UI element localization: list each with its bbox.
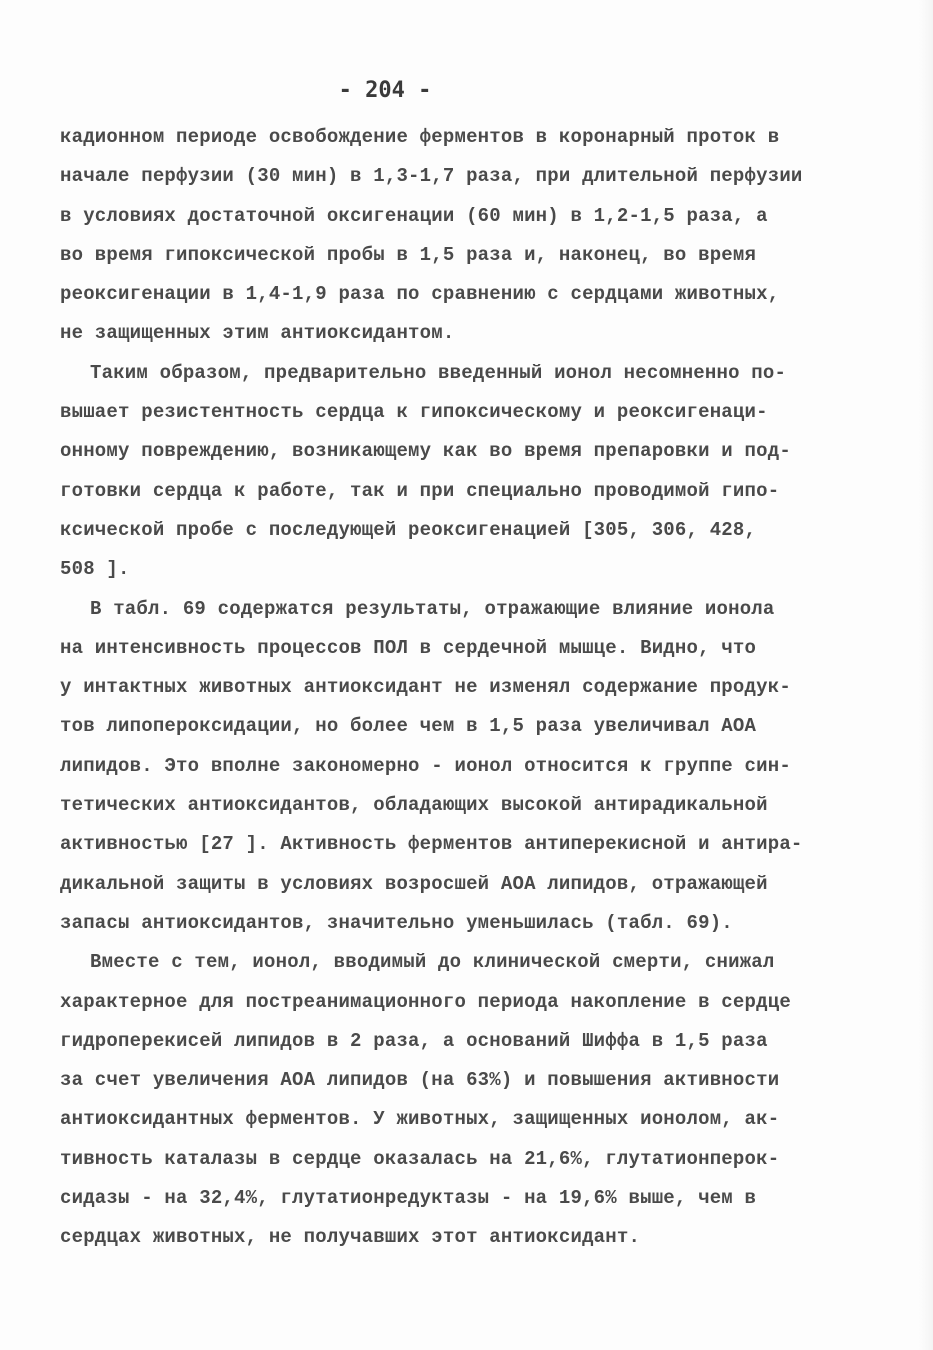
text-line: онному повреждению, возникающему как во время препаровки и под- [60, 440, 791, 463]
text-line: вышает резистентность сердца к гипоксическому и реоксигенаци- [60, 401, 768, 424]
body-text [60, 118, 830, 1258]
text-line: реоксигенации в 1,4-1,9 раза по сравнению с сердцами животных, [60, 283, 780, 306]
text-line: начале перфузии (30 мин) в 1,3-1,7 раза, при длительной перфузии [60, 165, 803, 188]
text-line: Вместе с тем, ионол, вводимый до клинической смерти, снижал [90, 951, 775, 974]
page-edge-shadow [919, 0, 933, 1350]
text-line: Таким образом, предварительно введенный ионол несомненно по- [90, 361, 787, 384]
text-line: ксической пробе с последующей реоксигенацией [305, 306, 428, [60, 518, 757, 541]
text-line: запасы антиоксидантов, значительно уменьшилась (табл. 69). [60, 911, 733, 934]
text-line: В табл. 69 содержатся результаты, отражающие влияние ионола [90, 597, 775, 620]
text-line: сидазы - на 32,4%, глутатионредуктазы - на 19,6% выше, чем в [60, 1187, 757, 1210]
text-line: тивность каталазы в сердце оказалась на 21,6%, глутатионперок- [60, 1147, 780, 1170]
text-line: готовки сердца к работе, так и при специально проводимой гипо- [60, 479, 780, 502]
text-line: активностью [27 ]. Активность ферментов антиперекисной и антира- [60, 833, 803, 856]
text-line: дикальной защиты в условиях возросшей АОА липидов, отражающей [60, 872, 768, 895]
text-line: у интактных животных антиоксидант не изменял содержание продук- [60, 676, 791, 699]
text-line: за счет увеличения АОА липидов (на 63%) и повышения активности [60, 1069, 780, 1092]
page-number: - 204 - [338, 78, 432, 103]
text-line: тов липопероксидации, но более чем в 1,5 раза увеличивал АОА [60, 715, 757, 738]
text-line: в условиях достаточной оксигенации (60 мин) в 1,2-1,5 раза, а [60, 204, 768, 227]
text-line: гидроперекисей липидов в 2 раза, а оснований Шиффа в 1,5 раза [60, 1029, 768, 1052]
text-line: кадионном периоде освобождение ферментов в коронарный проток в [60, 126, 780, 148]
text-line: характерное для постреанимационного периода накопление в сердце [60, 990, 791, 1013]
text-line: липидов. Это вполне закономерно - ионол относится к группе син- [60, 754, 791, 777]
text-line: не защищенных этим антиоксидантом. [60, 322, 455, 345]
text-line: тетических антиоксидантов, обладающих высокой антирадикальной [60, 794, 768, 817]
text-line: сердцах животных, не получавших этот антиоксидант. [60, 1226, 641, 1249]
text-line: 508 ]. [60, 558, 130, 581]
text-line: антиоксидантных ферментов. У животных, защищенных ионолом, ак- [60, 1108, 780, 1131]
text-line: во время гипоксической пробы в 1,5 раза и, наконец, во время [60, 243, 757, 266]
text-line: на интенсивность процессов ПОЛ в сердечной мышце. Видно, что [60, 636, 757, 659]
